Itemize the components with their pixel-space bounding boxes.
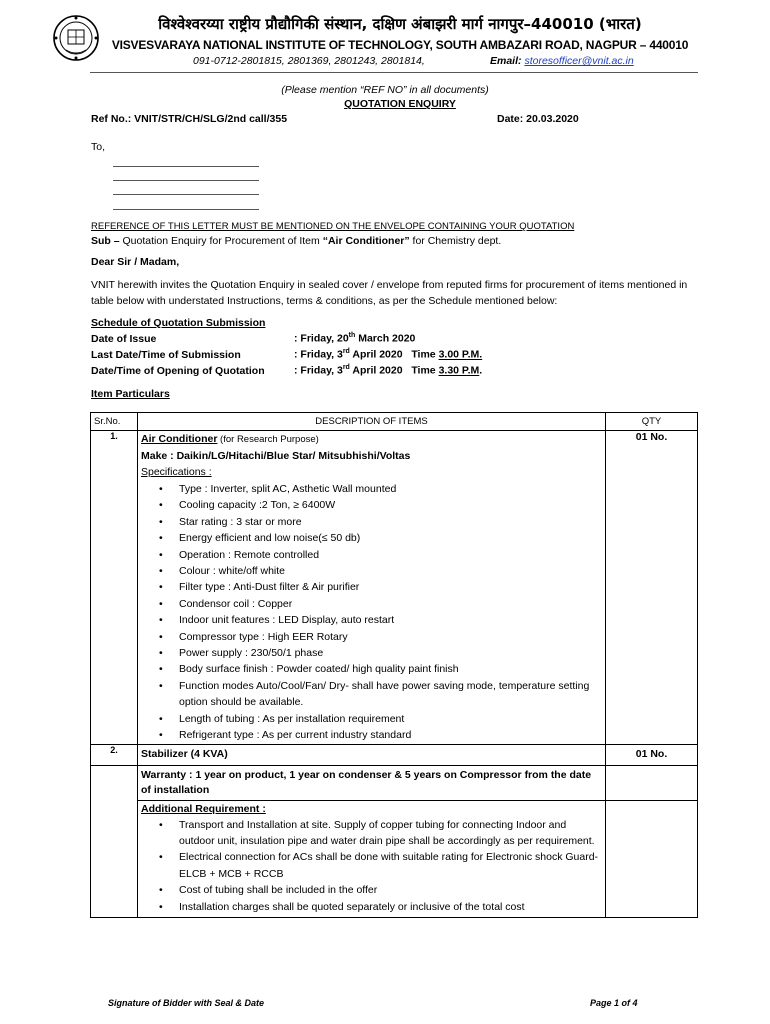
ref-notice: (Please mention “REF NO” in all documents) [281,84,489,96]
time-label: Time [411,348,439,361]
schedule-value: : Friday, 3 [294,348,343,361]
schedule-value: : Friday, 20 [294,332,349,345]
ordinal-suffix: rd [342,364,350,371]
schedule-value-month: April 2020 [349,348,403,361]
salutation: Dear Sir / Madam, [91,256,180,268]
list-item: • Electrical connection for ACs shall be done with suitable rating for Electronic shock Guard- ELCB + MCB + RCCB [179,849,602,882]
page-number: Page 1 of 4 [590,998,638,1008]
schedule-row: Date/Time of Opening of Quotation : Friday, 3rd April 2020 Time 3.30 P.M. [91,364,483,377]
item-purpose: (for Research Purpose) [217,434,319,445]
table-row [91,431,698,745]
schedule-row [91,332,415,345]
list-item: • Function modes Auto/Cool/Fan/ Dry- shall have power saving mode, temperature setting option should be available. [179,678,602,711]
spec-title: Specifications : [141,466,212,478]
issue-date: Date: 20.03.2020 [497,113,579,125]
spec-list [141,481,602,744]
email-link[interactable]: storesofficer@vnit.ac.in [524,55,634,67]
row-qty-empty [606,765,698,800]
document-title: QUOTATION ENQUIRY [344,98,456,110]
table-row [91,800,698,917]
schedule-row [91,348,482,361]
subject-prefix: Sub – [91,235,120,247]
schedule-value: : Friday, 3 [294,364,343,377]
item-make: Make : Daikin/LG/Hitachi/Blue Star/ Mitsubhishi/Voltas [141,450,411,462]
list-item: • Indoor unit features : LED Display, auto restart [179,612,602,628]
item-name: Air Conditioner [141,433,218,445]
schedule-time: 3.30 P.M [438,364,480,377]
row-qty: 01 No. [606,744,698,765]
list-item: • Cost of tubing shall be included in the offer [179,882,602,898]
items-table [90,412,698,918]
schedule-title: Schedule of Quotation Submission [91,317,266,329]
items-title: Item Particulars [91,388,170,400]
email-label: Email: [490,55,522,67]
ordinal-suffix: rd [342,348,350,355]
row-sr: 1. [91,431,138,745]
time-label: Time [411,364,439,377]
address-line [113,166,259,167]
list-item: • Star rating : 3 star or more [179,514,602,530]
address-line [113,209,259,210]
row-sr: 2. [91,744,138,765]
header-qty: QTY [606,413,698,431]
schedule-label: Last Date/Time of Submission [91,348,241,361]
signature-label: Signature of Bidder with Seal & Date [108,998,265,1008]
intro-paragraph: VNIT herewith invites the Quotation Enquiry in sealed cover / envelope from reputed firms for procurement of items mentioned in table below with understated Instructions, terms & conditions, as per the Schedule mentioned below: [91,279,688,307]
subject-item: “Air Conditioner” [322,235,410,247]
addressee-to: To, [91,141,106,153]
list-item: • Cooling capacity :2 Ton, ≥ 6400W [179,497,602,513]
list-item: • Operation : Remote controlled [179,547,602,563]
schedule-time: 3.00 P.M. [438,348,483,361]
row-qty: 01 No. [606,431,698,745]
schedule-value-month: April 2020 [349,364,403,377]
table-header-row [91,413,698,431]
header-divider [90,72,698,73]
ordinal-suffix: th [348,332,356,339]
institute-name-english: VISVESVARAYA NATIONAL INSTITUTE OF TECHNOLOGY, SOUTH AMBAZARI ROAD, NAGPUR – 440010 [111,38,689,52]
list-item: • Compressor type : High EER Rotary [179,629,602,645]
institute-name-hindi: विश्वेश्वरय्या राष्ट्रीय प्रौद्यौगिकी संस्थान, दक्षिण अंबाझरी मार्ग नागपुर–440010 (भारत) [158,15,642,33]
email-row [490,55,634,67]
additional-title: Additional Requirement : [141,802,266,815]
table-row [91,744,698,765]
subject-dept: for Chemistry dept. [409,235,502,247]
row-sr-empty [91,765,138,917]
address-line [113,194,259,195]
schedule-label: Date of Issue [91,332,157,345]
warranty-text: Warranty : 1 year on product, 1 year on condenser & 5 years on Compressor from the date of installation [138,765,606,800]
phone-numbers: 091-0712-2801815, 2801369, 2801243, 2801814, [193,55,425,67]
list-item: • Body surface finish : Powder coated/ high quality paint finish [179,661,602,677]
schedule-label: Date/Time of Opening of Quotation [91,364,265,377]
row-description: Stabilizer (4 KVA) [138,744,606,765]
schedule-value-month: March 2020 [355,332,416,345]
list-item: • Transport and Installation at site. Supply of copper tubing for connecting Indoor and outdoor unit, insulation pipe and water drain pipe shall be accordingly as per requirement. [179,817,602,850]
address-line [113,180,259,181]
list-item: • Type : Inverter, split AC, Asthetic Wall mounted [179,481,602,497]
list-item: • Power supply : 230/50/1 phase [179,645,602,661]
subject-text: Quotation Enquiry for Procurement of Item [119,235,323,247]
list-item: • Refrigerant type : As per current industry standard [179,727,602,743]
list-item: • Installation charges shall be quoted separately or inclusive of the total cost [179,899,602,915]
list-item: • Filter type : Anti-Dust filter & Air purifier [179,579,602,595]
list-item: • Length of tubing : As per installation requirement [179,711,602,727]
list-item: • Energy efficient and low noise(≤ 50 db) [179,530,602,546]
row-description [138,431,606,745]
table-row [91,765,698,800]
reference-number: Ref No.: VNIT/STR/CH/SLG/2nd call/355 [91,113,288,125]
envelope-note: REFERENCE OF THIS LETTER MUST BE MENTIONED ON THE ENVELOPE CONTAINING YOUR QUOTATION [91,221,575,232]
header-description: DESCRIPTION OF ITEMS [138,413,606,431]
header-sr: Sr.No. [91,413,138,431]
list-item: • Condensor coil : Copper [179,596,602,612]
list-item: • Colour : white/off white [179,563,602,579]
row-description [138,800,606,917]
additional-list [141,817,602,917]
subject-line [91,235,501,247]
row-qty-empty [606,800,698,917]
institute-seal-icon [52,14,100,62]
